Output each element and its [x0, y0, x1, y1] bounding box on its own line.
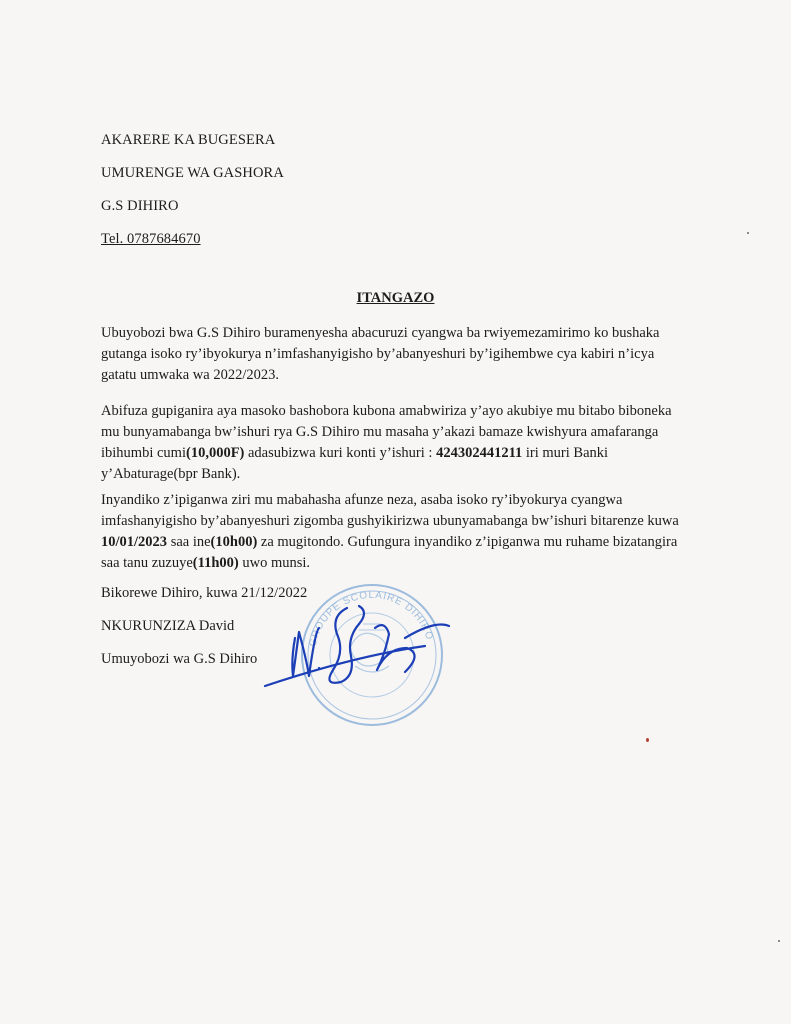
fee-amount: (10,000F) [185, 445, 245, 461]
signatory-name: NKURUNZIZA David [101, 618, 235, 634]
sector-line: UMURENGE WA GASHORA [101, 165, 284, 181]
paragraph-3-text-g: uwo munsi. [238, 555, 311, 571]
signatory-role: Umuyobozi wa G.S Dihiro [101, 651, 258, 667]
paragraph-3 [101, 490, 679, 574]
paragraph-3-text-c: saa ine [167, 534, 211, 550]
phone-line: Tel. 0787684670 [101, 231, 201, 247]
deadline-time: (10h00) [210, 534, 258, 550]
announcement-title: ITANGAZO [356, 290, 435, 306]
paragraph-3-text-a: Inyandiko z’ipiganwa ziri mu mabahasha afunze neza, asaba isoko ry’ibyokurya cyangwa imfashanyigisho by’abanyeshuri zigomba gushyikirizwa ubunyamabanga bw’ishuri bitarenze kuwa [101, 492, 679, 529]
district-line: AKARERE KA BUGESERA [101, 132, 276, 148]
paragraph-2 [101, 401, 679, 485]
account-number: 424302441211 [436, 445, 523, 461]
school-line: G.S DIHIRO [101, 198, 179, 214]
paragraph-2-text-a: Abifuza gupiganira aya masoko bashobora kubona amabwiriza y’ayo akubiye mu bitabo biboneka mu bunyamabanga bw’ishuri rya G.S Dihiro mu masaha y’akazi bamaze kwishyura amafaranga ibihumbi cumi [101, 403, 672, 461]
stamp-text: GROUPE SCOLAIRE DIHIRO [307, 589, 435, 648]
opening-time: (11h00) [192, 555, 239, 571]
paragraph-1: Ubuyobozi bwa G.S Dihiro buramenyesha abacuruzi cyangwa ba rwiyemezamirimo ko bushaka gutanga isoko ry’ibyokurya n’imfashanyigisho by’abanyeshuri by’igihembwe cya kabiri n’icya gatatu umwaka wa 2022/2023. [101, 325, 660, 383]
scan-speck [646, 738, 649, 742]
deadline-date: 10/01/2023 [101, 534, 168, 550]
paragraph-2-text-e: iri muri Banki y’Abaturage(bpr Bank). [101, 445, 609, 482]
paragraph-2-text-c: adasubizwa kuri konti y’ishuri : [244, 445, 437, 461]
paragraph-3-text-e: za mugitondo. Gufungura inyandiko z’ipiganwa mu ruhame bizatangira saa tanu zuzuye [101, 534, 678, 571]
scan-speck [747, 232, 749, 234]
school-stamp-and-signature [255, 568, 455, 728]
scan-speck [778, 940, 780, 942]
place-date-line: Bikorewe Dihiro, kuwa 21/12/2022 [101, 585, 308, 601]
